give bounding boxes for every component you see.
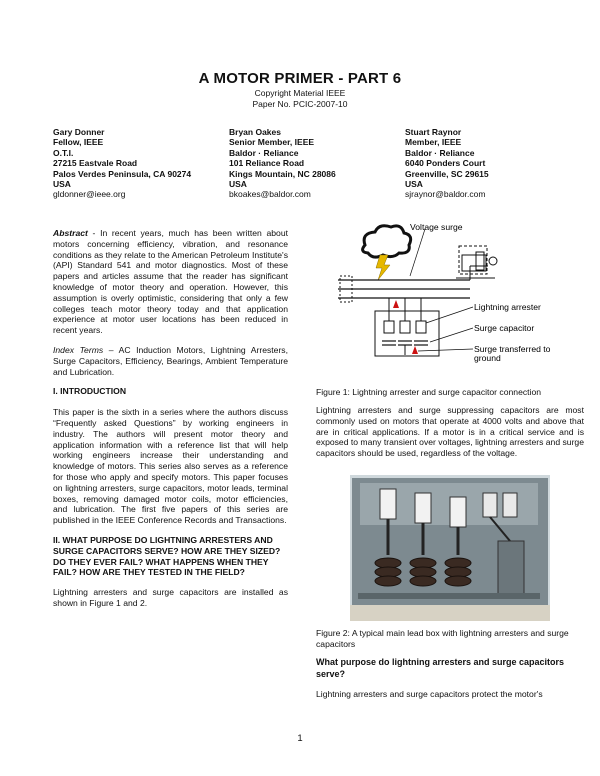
author-2: [229, 127, 336, 200]
author-org: O.T.I.: [53, 147, 74, 158]
question-heading: What purpose do lightning arresters and surge capacitors serve?: [316, 657, 565, 679]
lightning-bolt: [376, 255, 390, 280]
author-1: [53, 127, 191, 200]
right-paragraph-1: [316, 405, 584, 468]
author-city: Kings Mountain, NC 28086: [229, 168, 336, 179]
surge-transferred-label: Surge transferred to: [474, 344, 551, 354]
index-terms-paragraph: [53, 345, 288, 377]
author-street: 101 Reliance Road: [229, 158, 305, 169]
author-role: Fellow, IEEE: [53, 137, 104, 148]
author-role: Member, IEEE: [405, 137, 462, 148]
abstract-paragraph: [53, 228, 288, 336]
author-org: Baldor · Reliance: [405, 147, 475, 158]
right-paragraph-2: Lightning arresters and surge capacitors protect the motor's: [316, 689, 543, 699]
section-1-text: This paper is the sixth in a series where the authors discuss “Frequently asked Questions” by working engineers in industry. The authors will present motor theory and application information with a reference list that will help working engineers increase their understanding and knowledge of motors. This series also serves as a reference for those who apply and specify motors. This paper focuses on lightning arresters, surge capacitors, motor leads, terminal boxes, removing damaged motor coils, motor efficiencies, and lubrication. The first five papers of this series are published in the IEEE Conference Records and Transactions.: [53, 407, 288, 526]
figure-1-diagram: [330, 218, 570, 368]
section-2-heading: II. WHAT PURPOSE DO LIGHTNING ARRESTERS AND SURGE CAPACITORS SERVE? HOW ARE THEY SIZED? DO THEY EVER FAIL? WHAT HAPPENS WHEN THEY FAIL? HOW ARE THEY TESTED IN THE FIELD?: [53, 534, 281, 578]
section-2-text: Lightning arresters and surge capacitors are installed as shown in Figure 1 and 2.: [53, 587, 288, 608]
voltage-surge-label: Voltage surge: [410, 222, 463, 232]
author-name: Bryan Oakes: [229, 127, 281, 137]
author-email[interactable]: gldonner@ieee.org: [53, 189, 126, 200]
abstract-text: - In recent years, much has been written about motors concerning efficiency, vibration, and resonance conditions as they relate to the American Petroleum Institute's (API) Standard 541 and motor diagnostics. Most of these papers and articles assume that the reader has significant knowledge of motor theory and operation. However, this assumption is overly optimistic, considering that only a few colleges teach motor theory today and that application experience at motor user locations has been reduced in recent years.: [53, 228, 288, 336]
abstract-label: Abstract: [53, 228, 88, 238]
author-street: 27215 Eastvale Road: [53, 158, 138, 169]
title-block: [0, 70, 600, 109]
section-1-heading: I. INTRODUCTION: [53, 386, 127, 397]
author-country: USA: [229, 179, 247, 190]
author-city: Greenville, SC 29615: [405, 168, 489, 179]
author-email[interactable]: bkoakes@baldor.com: [229, 189, 311, 200]
author-city: Palos Verdes Peninsula, CA 90274: [53, 168, 192, 179]
paper-number: Paper No. PCIC-2007-10: [252, 98, 348, 109]
page-number: 1: [297, 733, 303, 744]
author-email[interactable]: sjraynor@baldor.com: [405, 189, 486, 200]
figure-1-caption: Figure 1: Lightning arrester and surge capacitor connection: [316, 387, 542, 397]
storm-cloud: [363, 226, 411, 257]
figure-2-photo: [350, 475, 550, 621]
author-name: Gary Donner: [53, 127, 105, 137]
index-terms-text: – AC Induction Motors, Lightning Arresters, Surge Capacitors, Efficiency, Bearings, Ambient Temperature and Lubrication.: [53, 344, 288, 377]
lightning-arrester-label: Lightning arrester: [474, 302, 541, 312]
author-3: [405, 127, 489, 200]
author-country: USA: [53, 179, 71, 190]
ground-label: ground: [474, 353, 501, 363]
author-street: 6040 Ponders Court: [405, 158, 486, 169]
left-column: [53, 228, 288, 618]
author-country: USA: [405, 179, 423, 190]
index-terms-label: Index Terms: [53, 344, 104, 355]
author-role: Senior Member, IEEE: [229, 137, 315, 148]
surge-capacitor-label: Surge capacitor: [474, 323, 535, 333]
paragraph-text: Lightning arresters and surge suppressing capacitors are most commonly used on motors that operate at 4000 volts and above that are in critical applications. If a motor is in a critical service and is exposed to many transient over voltages, lightning arresters and surge capacitors should be used, regardless of the voltage.: [316, 405, 584, 459]
author-name: Stuart Raynor: [405, 127, 462, 137]
copyright-line: Copyright Material IEEE: [254, 88, 346, 98]
author-org: Baldor · Reliance: [229, 147, 299, 158]
figure-2-caption: Figure 2: A typical main lead box with lightning arresters and surge capacitors: [316, 628, 569, 649]
paper-title: A MOTOR PRIMER - PART 6: [198, 70, 402, 87]
